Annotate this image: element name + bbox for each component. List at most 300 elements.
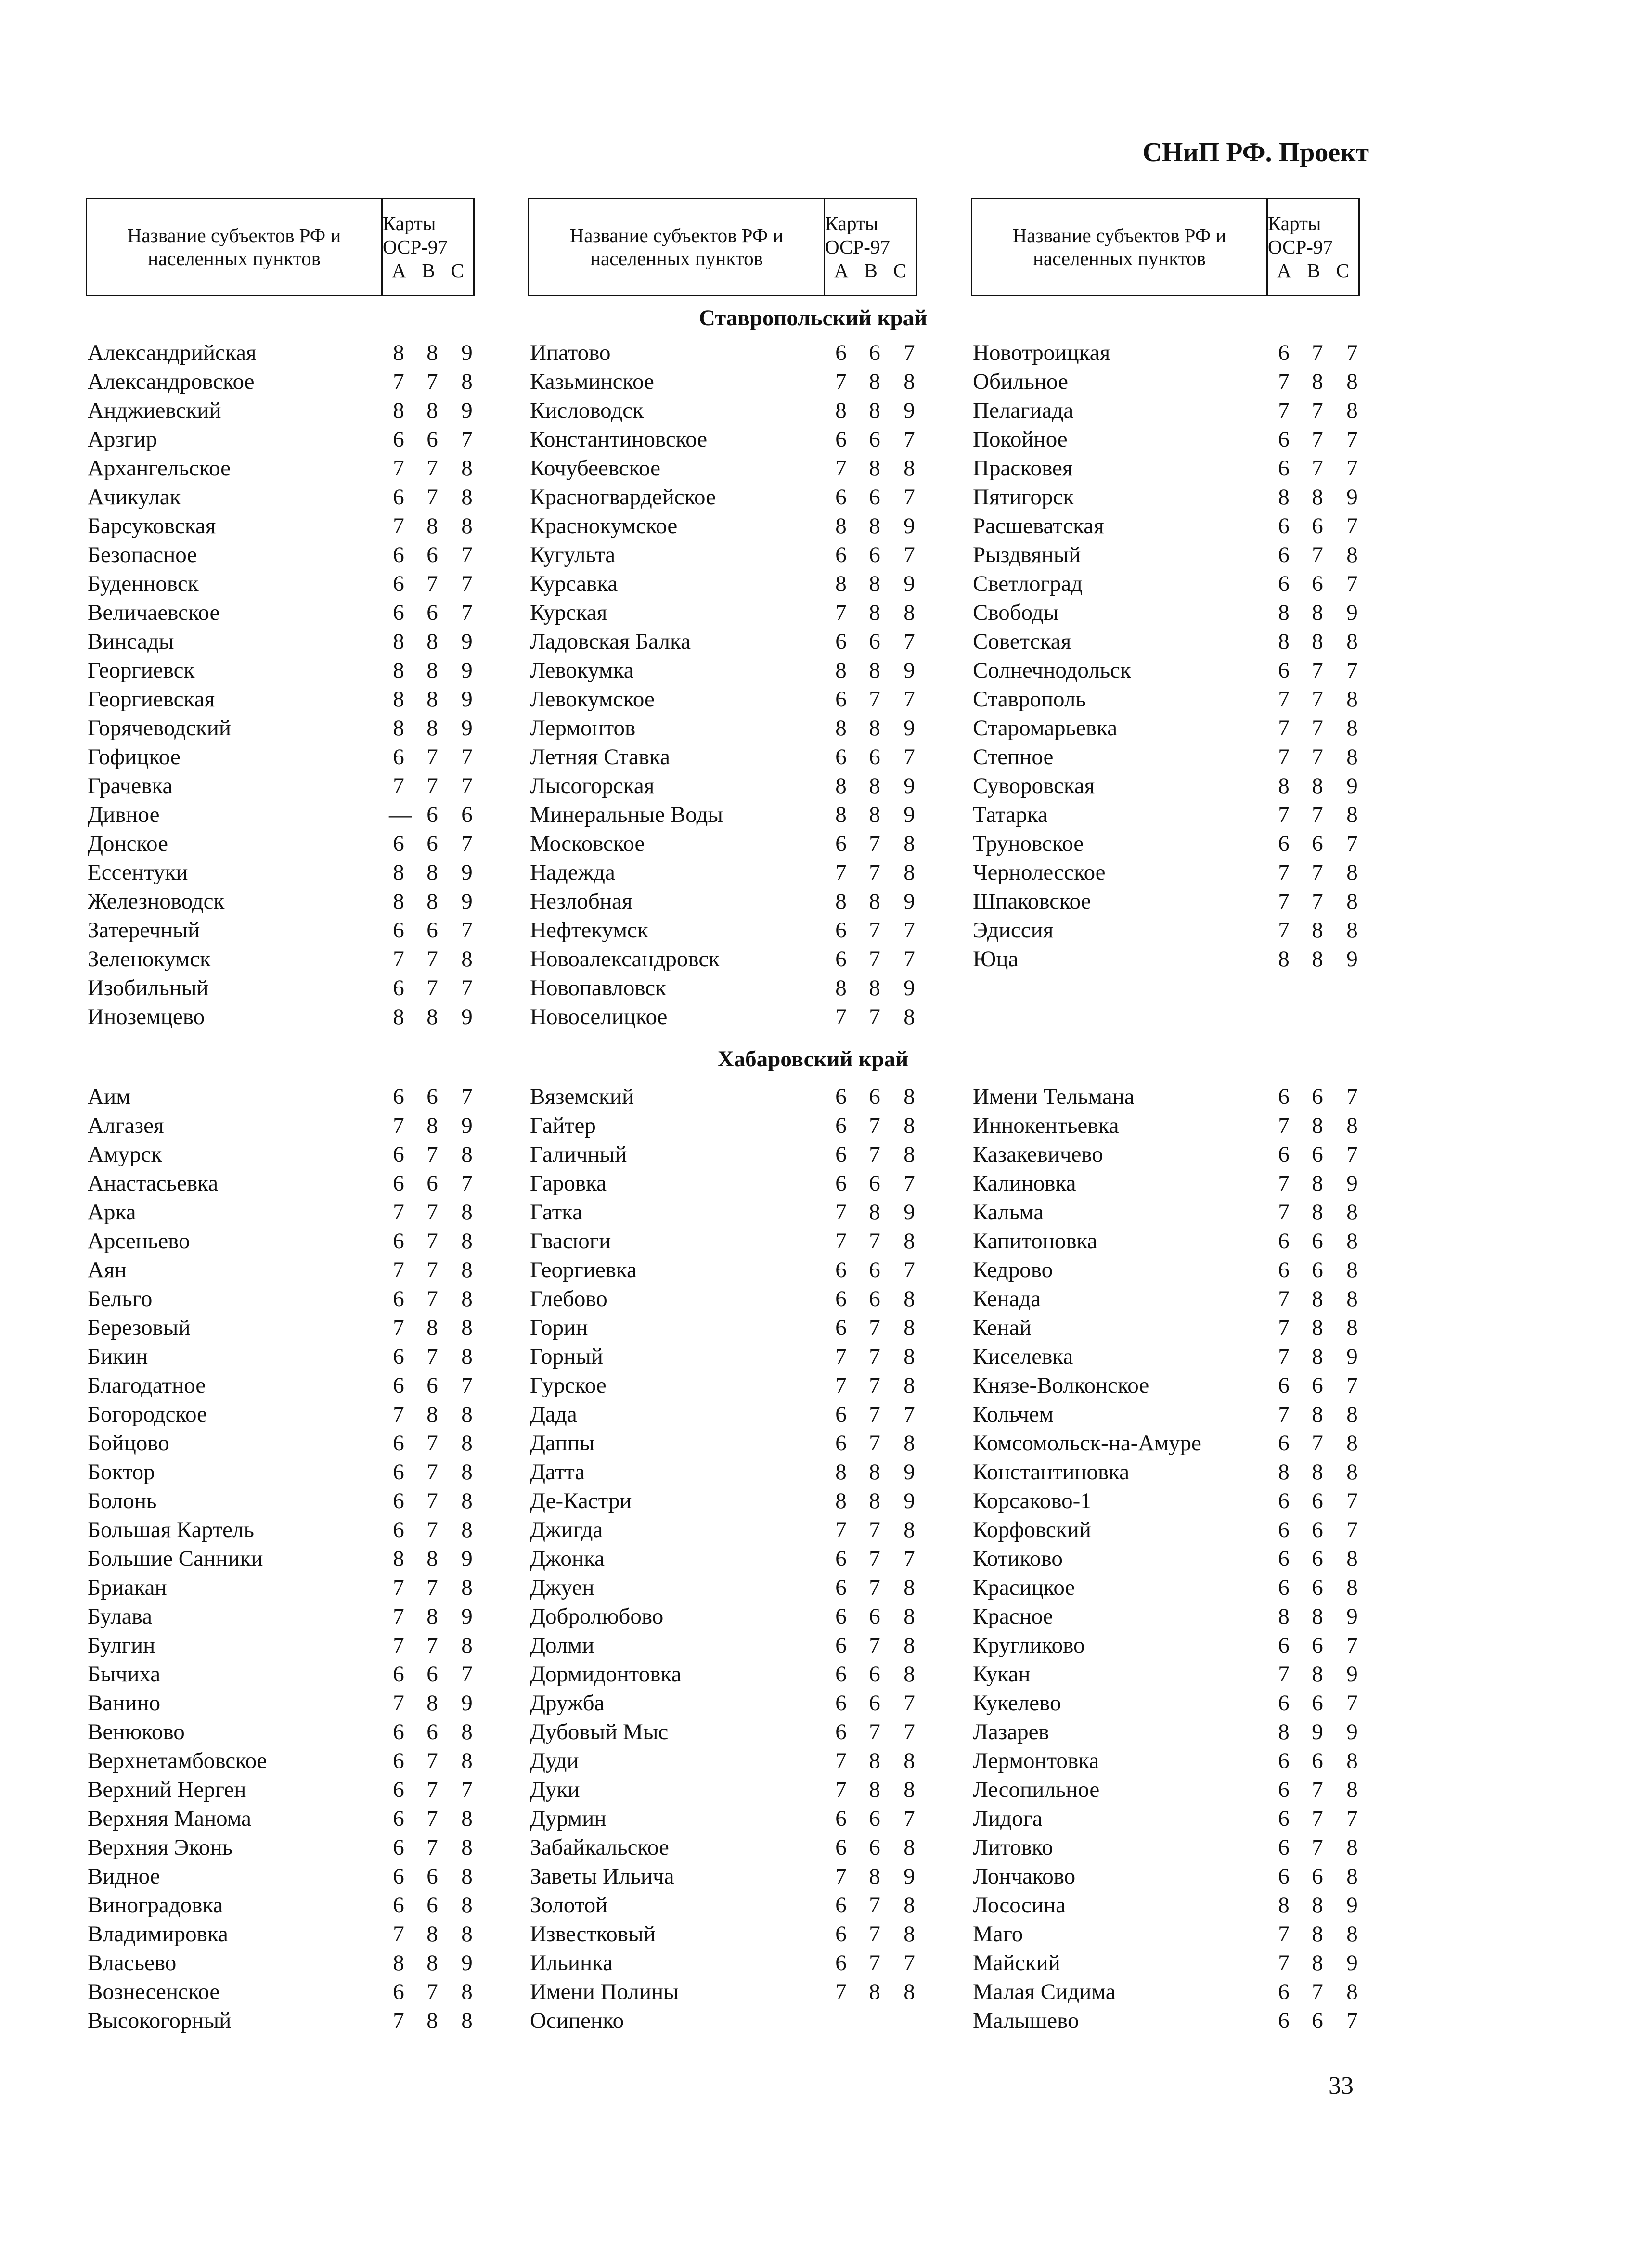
value-c: 9 [903, 1460, 915, 1485]
value-b: 6 [1312, 831, 1323, 856]
settlement-name: Имени Полины [530, 1979, 679, 2004]
settlement-name: Дормидонтовка [530, 1662, 682, 1687]
settlement-name: Благодатное [88, 1373, 206, 1398]
value-a: 6 [1278, 1142, 1290, 1167]
value-b: 8 [869, 456, 880, 481]
value-b: 7 [426, 1777, 438, 1802]
settlement-name: Ачикулак [88, 485, 181, 510]
settlement-name: Малая Сидима [973, 1979, 1116, 2004]
value-c: 8 [903, 1004, 915, 1029]
header-name-label: Название субъектов РФ и населенных пунктов [87, 199, 383, 295]
value-c: 7 [1346, 1806, 1358, 1831]
value-b: 6 [869, 485, 880, 510]
value-c: 8 [1346, 918, 1358, 943]
section-title: Хабаровский край [717, 1047, 909, 1072]
settlement-name: Буденновск [88, 571, 199, 596]
value-a: 7 [1278, 1922, 1290, 1947]
value-b: 7 [426, 1979, 438, 2004]
value-c: 7 [1346, 513, 1358, 538]
value-c: 9 [903, 889, 915, 914]
settlement-name: Киселевка [973, 1344, 1073, 1369]
value-c: 8 [1346, 1835, 1358, 1860]
value-b: 6 [426, 1662, 438, 1687]
settlement-name: Имени Тельмана [973, 1084, 1135, 1109]
value-b: 6 [1312, 1257, 1323, 1282]
value-a: 8 [1278, 600, 1290, 625]
value-c: 7 [903, 1806, 915, 1831]
settlement-name: Кенада [973, 1286, 1041, 1311]
settlement-name: Бельго [88, 1286, 153, 1311]
value-b: 7 [426, 1575, 438, 1600]
value-a: 6 [393, 831, 404, 856]
value-b: 7 [869, 1431, 880, 1456]
value-c: 8 [1346, 802, 1358, 827]
value-b: 8 [1312, 1286, 1323, 1311]
value-b: 8 [1312, 1893, 1323, 1918]
value-b: 7 [1312, 744, 1323, 769]
settlement-name: Нефтекумск [530, 918, 648, 943]
value-c: 8 [461, 1344, 473, 1369]
settlement-name: Курсавка [530, 571, 618, 596]
value-c: 8 [903, 1431, 915, 1456]
header-c: C [1336, 259, 1349, 282]
value-a: 7 [1278, 889, 1290, 914]
value-a: 8 [393, 889, 404, 914]
value-c: 9 [461, 687, 473, 712]
value-a: 7 [835, 1979, 847, 2004]
value-a: 6 [1278, 1777, 1290, 1802]
value-c: 8 [903, 1113, 915, 1138]
value-a: 8 [1278, 1460, 1290, 1485]
value-a: 7 [393, 1633, 404, 1658]
settlement-name: Горин [530, 1315, 588, 1340]
value-a: 7 [393, 1604, 404, 1629]
value-b: 7 [869, 860, 880, 885]
settlement-name: Затеречный [88, 918, 200, 943]
value-b: 8 [426, 658, 438, 683]
value-c: 8 [1346, 1460, 1358, 1485]
value-c: 7 [1346, 1373, 1358, 1398]
value-a: 7 [1278, 1402, 1290, 1427]
settlement-name: Гурское [530, 1373, 607, 1398]
value-a: 8 [835, 398, 847, 423]
value-a: 6 [393, 427, 404, 452]
settlement-name: Кругликово [973, 1633, 1085, 1658]
value-a: 6 [1278, 1691, 1290, 1716]
value-b: 7 [1312, 456, 1323, 481]
value-c: 9 [1346, 1171, 1358, 1196]
settlement-name: Арка [88, 1200, 136, 1225]
settlement-name: Рыздвяный [973, 542, 1081, 567]
value-a: 7 [393, 456, 404, 481]
value-c: 8 [903, 456, 915, 481]
value-b: 6 [426, 1373, 438, 1398]
value-b: 8 [869, 369, 880, 394]
value-c: 9 [461, 1004, 473, 1029]
value-b: 7 [426, 485, 438, 510]
value-b: 6 [869, 1286, 880, 1311]
value-b: 7 [869, 1229, 880, 1254]
value-b: 6 [1312, 2008, 1323, 2033]
settlement-name: Де-Кастри [530, 1488, 632, 1513]
settlement-name: Лососина [973, 1893, 1066, 1918]
header-name-label: Название субъектов РФ и населенных пунктов [972, 199, 1268, 295]
header-b: B [864, 259, 878, 282]
settlement-name: Котиково [973, 1546, 1063, 1571]
value-b: 7 [426, 1431, 438, 1456]
value-c: 7 [1346, 427, 1358, 452]
value-c: 8 [461, 1142, 473, 1167]
value-a: 8 [835, 571, 847, 596]
settlement-name: Лермонтов [530, 716, 636, 741]
value-b: 8 [426, 1113, 438, 1138]
value-c: 7 [1346, 1084, 1358, 1109]
value-c: 7 [1346, 1691, 1358, 1716]
value-a: 7 [835, 1344, 847, 1369]
value-c: 7 [461, 542, 473, 567]
value-a: 6 [393, 1142, 404, 1167]
settlement-name: Бычиха [88, 1662, 161, 1687]
settlement-name: Величаевское [88, 600, 220, 625]
value-b: 6 [426, 1719, 438, 1744]
value-a: 7 [1278, 1171, 1290, 1196]
value-b: 6 [1312, 1517, 1323, 1542]
value-b: 6 [1312, 1373, 1323, 1398]
value-c: 8 [461, 1257, 473, 1282]
value-b: 8 [426, 1950, 438, 1975]
settlement-name: Высокогорный [88, 2008, 232, 2033]
value-a: 7 [1278, 1113, 1290, 1138]
settlement-name: Кедрово [973, 1257, 1053, 1282]
value-c: 8 [1346, 889, 1358, 914]
value-c: 7 [461, 600, 473, 625]
settlement-name: Аим [88, 1084, 130, 1109]
value-c: 8 [461, 1719, 473, 1744]
value-b: 8 [426, 1922, 438, 1947]
value-a: 6 [1278, 1488, 1290, 1513]
settlement-name: Труновское [973, 831, 1084, 856]
value-c: 9 [1346, 485, 1358, 510]
header-b: B [422, 259, 435, 282]
value-a: 7 [835, 1864, 847, 1889]
value-a: 8 [835, 658, 847, 683]
value-a: 8 [1278, 629, 1290, 654]
column-header-1 [86, 198, 475, 296]
header-c: C [451, 259, 464, 282]
value-b: 8 [1312, 1315, 1323, 1340]
value-a: 6 [1278, 1229, 1290, 1254]
settlement-name: Гайтер [530, 1113, 596, 1138]
value-b: 7 [869, 1113, 880, 1138]
value-c: 9 [1346, 1893, 1358, 1918]
value-b: 8 [869, 600, 880, 625]
value-a: 8 [1278, 1719, 1290, 1744]
settlement-name: Маго [973, 1922, 1023, 1947]
header-maps [1268, 199, 1358, 295]
value-b: 7 [869, 1517, 880, 1542]
settlement-name: Обильное [973, 369, 1068, 394]
header-maps [383, 199, 473, 295]
settlement-name: Левокумское [530, 687, 655, 712]
value-a: 6 [1278, 1517, 1290, 1542]
settlement-name: Добролюбово [530, 1604, 664, 1629]
value-a: 6 [835, 340, 847, 365]
value-a: 6 [393, 1979, 404, 2004]
settlement-name: Ладовская Балка [530, 629, 691, 654]
value-b: 6 [1312, 1142, 1323, 1167]
value-a: 7 [393, 2008, 404, 2033]
value-b: 8 [1312, 1200, 1323, 1225]
value-a: 7 [393, 513, 404, 538]
value-a: 6 [393, 542, 404, 567]
value-c: 7 [903, 918, 915, 943]
value-b: 8 [426, 1691, 438, 1716]
settlement-name: Джуен [530, 1575, 594, 1600]
value-b: 8 [1312, 600, 1323, 625]
settlement-name: Пелагиада [973, 398, 1074, 423]
value-b: 7 [426, 1286, 438, 1311]
value-a: 6 [393, 1517, 404, 1542]
settlement-name: Иннокентьевка [973, 1113, 1119, 1138]
value-b: 6 [869, 542, 880, 567]
value-a: 6 [1278, 1633, 1290, 1658]
value-a: 7 [835, 1748, 847, 1773]
value-b: 6 [1312, 1575, 1323, 1600]
value-c: 7 [903, 1691, 915, 1716]
value-c: 7 [903, 542, 915, 567]
value-b: 7 [426, 1142, 438, 1167]
header-abc [1277, 259, 1349, 282]
settlement-name: Кугульта [530, 542, 616, 567]
value-c: 8 [903, 1517, 915, 1542]
value-c: 7 [461, 1084, 473, 1109]
settlement-name: Красицкое [973, 1575, 1075, 1600]
value-c: 8 [1346, 398, 1358, 423]
value-b: 7 [426, 1200, 438, 1225]
value-b: 8 [1312, 485, 1323, 510]
value-a: 6 [835, 1662, 847, 1687]
value-c: 7 [461, 1777, 473, 1802]
value-c: 7 [903, 744, 915, 769]
settlement-name: Горячеводский [88, 716, 232, 741]
value-b: 7 [1312, 1835, 1323, 1860]
value-c: 9 [461, 1546, 473, 1571]
value-a: 6 [1278, 1431, 1290, 1456]
value-c: 8 [461, 1286, 473, 1311]
value-b: 8 [869, 1200, 880, 1225]
settlement-name: Надежда [530, 860, 615, 885]
value-c: 7 [1346, 340, 1358, 365]
value-a: 6 [1278, 2008, 1290, 2033]
value-a: 6 [1278, 1084, 1290, 1109]
value-a: 7 [1278, 1950, 1290, 1975]
value-b: 8 [1312, 773, 1323, 798]
value-a: 7 [1278, 1286, 1290, 1311]
value-c: 9 [461, 1950, 473, 1975]
settlement-name: Татарка [973, 802, 1048, 827]
settlement-name: Арсеньево [88, 1229, 190, 1254]
settlement-name: Ильинка [530, 1950, 613, 1975]
value-c: 8 [903, 1748, 915, 1773]
value-b: 6 [426, 802, 438, 827]
value-a: 6 [1278, 658, 1290, 683]
settlement-name: Изобильный [88, 975, 209, 1000]
value-a: 6 [393, 975, 404, 1000]
value-b: 7 [426, 369, 438, 394]
value-c: 7 [461, 571, 473, 596]
value-c: 9 [461, 1691, 473, 1716]
value-a: 6 [835, 1691, 847, 1716]
value-c: 9 [461, 716, 473, 741]
value-c: 8 [461, 1402, 473, 1427]
value-b: 6 [869, 1835, 880, 1860]
value-c: 7 [461, 1373, 473, 1398]
settlement-name: Прасковея [973, 456, 1073, 481]
settlement-name: Гофицкое [88, 744, 181, 769]
settlement-name: Верхнетамбовское [88, 1748, 267, 1773]
value-a: 6 [393, 1171, 404, 1196]
value-b: 8 [869, 1864, 880, 1889]
value-a: 7 [393, 1200, 404, 1225]
value-c: 8 [461, 947, 473, 972]
value-c: 8 [1346, 1979, 1358, 2004]
settlement-name: Лазарев [973, 1719, 1049, 1744]
settlement-name: Ванино [88, 1691, 161, 1716]
value-c: 9 [461, 1604, 473, 1629]
settlement-name: Расшеватская [973, 513, 1104, 538]
value-c: 8 [1346, 687, 1358, 712]
value-c: 8 [1346, 1402, 1358, 1427]
value-b: 6 [1312, 513, 1323, 538]
settlement-name: Комсомольск-на-Амуре [973, 1431, 1201, 1456]
value-b: 6 [869, 1257, 880, 1282]
value-c: 8 [461, 1806, 473, 1831]
value-c: 8 [1346, 369, 1358, 394]
value-c: 8 [1346, 744, 1358, 769]
value-a: 6 [393, 1777, 404, 1802]
value-a: 7 [393, 1257, 404, 1282]
value-b: 7 [426, 1460, 438, 1485]
settlement-name: Ессентуки [88, 860, 188, 885]
value-a: 6 [835, 1922, 847, 1947]
value-c: 8 [461, 1315, 473, 1340]
settlement-name: Гаровка [530, 1171, 607, 1196]
settlement-name: Зеленокумск [88, 947, 211, 972]
settlement-name: Красногвардейское [530, 485, 716, 510]
value-c: 9 [903, 1200, 915, 1225]
value-c: 9 [461, 1113, 473, 1138]
value-a: 7 [835, 1777, 847, 1802]
value-c: 7 [461, 744, 473, 769]
value-a: 7 [835, 1004, 847, 1029]
value-b: 7 [1312, 542, 1323, 567]
value-a: 6 [1278, 1835, 1290, 1860]
value-a: 6 [1278, 427, 1290, 452]
value-a: 8 [835, 513, 847, 538]
value-a: 8 [393, 716, 404, 741]
value-a: 7 [835, 1373, 847, 1398]
value-c: 8 [903, 1142, 915, 1167]
settlement-name: Булава [88, 1604, 153, 1629]
value-b: 8 [1312, 1402, 1323, 1427]
section-title: Ставропольский край [698, 306, 928, 331]
settlement-name: Шпаковское [973, 889, 1091, 914]
value-a: 7 [1278, 802, 1290, 827]
value-a: 6 [393, 1719, 404, 1744]
column-header-3 [971, 198, 1360, 296]
value-a: 7 [1278, 687, 1290, 712]
value-b: 7 [869, 1344, 880, 1369]
value-b: 7 [869, 1315, 880, 1340]
value-a: 6 [393, 1835, 404, 1860]
value-a: 7 [393, 1402, 404, 1427]
value-c: 7 [461, 773, 473, 798]
settlement-name: Кукан [973, 1662, 1031, 1687]
value-c: 8 [1346, 860, 1358, 885]
value-b: 8 [1312, 947, 1323, 972]
value-a: 8 [1278, 1604, 1290, 1629]
settlement-name: Березовый [88, 1315, 191, 1340]
value-a: 6 [835, 947, 847, 972]
value-c: 7 [903, 1171, 915, 1196]
value-a: 6 [835, 629, 847, 654]
value-c: 9 [461, 398, 473, 423]
value-a: 8 [835, 773, 847, 798]
value-a: 6 [835, 1084, 847, 1109]
value-c: 8 [903, 600, 915, 625]
header-abc [392, 259, 464, 282]
settlement-name: Амурск [88, 1142, 162, 1167]
value-b: 7 [1312, 889, 1323, 914]
value-b: 8 [1312, 1604, 1323, 1629]
value-b: 7 [1312, 427, 1323, 452]
settlement-name: Князе-Волконское [973, 1373, 1149, 1398]
value-b: 6 [1312, 1748, 1323, 1773]
value-a: 7 [1278, 744, 1290, 769]
header-c: C [893, 259, 906, 282]
value-b: 8 [1312, 629, 1323, 654]
settlement-name: Даппы [530, 1431, 595, 1456]
value-c: 8 [903, 1344, 915, 1369]
settlement-name: Летняя Ставка [530, 744, 670, 769]
value-b: 7 [869, 687, 880, 712]
settlement-name: Вознесенское [88, 1979, 220, 2004]
value-a: 6 [1278, 831, 1290, 856]
value-b: 7 [426, 1344, 438, 1369]
settlement-name: Кукелево [973, 1691, 1061, 1716]
value-b: 6 [1312, 1633, 1323, 1658]
value-b: 7 [869, 1373, 880, 1398]
value-b: 7 [869, 1950, 880, 1975]
settlement-name: Дубовый Мыс [530, 1719, 669, 1744]
settlement-name: Константиновка [973, 1460, 1130, 1485]
value-b: 7 [869, 1142, 880, 1167]
settlement-name: Советская [973, 629, 1071, 654]
value-a: 8 [393, 398, 404, 423]
value-c: 7 [1346, 1633, 1358, 1658]
header-name-label: Название субъектов РФ и населенных пунктов [529, 199, 825, 295]
value-a: 6 [1278, 1748, 1290, 1773]
value-c: 7 [1346, 456, 1358, 481]
value-b: 6 [1312, 1691, 1323, 1716]
value-b: 7 [869, 831, 880, 856]
value-b: 8 [869, 571, 880, 596]
value-b: 8 [426, 340, 438, 365]
value-c: 7 [461, 975, 473, 1000]
value-b: 7 [1312, 1979, 1323, 2004]
settlement-name: Лончаково [973, 1864, 1076, 1889]
value-c: 6 [461, 802, 473, 827]
